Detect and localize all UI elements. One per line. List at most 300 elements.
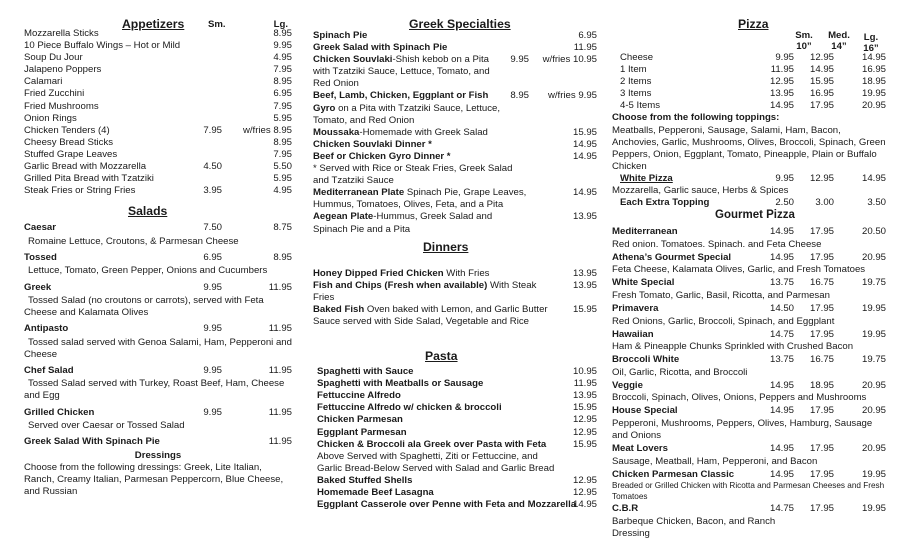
menu-item-row — [24, 52, 292, 64]
menu-item-row — [313, 90, 597, 126]
menu-item-row — [313, 280, 597, 304]
item-description: Oven baked with Lemon, and Garlic Butter Sauce served with Side Salad, Vegetable and Rice — [313, 303, 548, 327]
price-small: 9.95 — [510, 54, 529, 66]
item-description: Red onion. Tomatoes. Spinach. and Feta Cheese — [612, 238, 822, 250]
item-name: Onion Rings — [24, 112, 77, 124]
price-small: 9.95 — [775, 52, 794, 63]
extra-topping-price-sm: 2.50 — [775, 197, 794, 209]
menu-item-row — [313, 439, 597, 451]
price-large: 4.95 — [273, 52, 292, 64]
item-name: C.B.R — [612, 503, 639, 515]
dressings-text: Choose from the following dressings: Greek, Lite Italian, Ranch, Creamy Italian, Parmesan Peppercorn, Blue Cheese, and Russian — [24, 461, 284, 497]
item-text — [313, 211, 528, 235]
item-description: Oil, Garlic, Ricotta, and Broccoli — [612, 366, 748, 378]
appetizers-lg-header: Lg. — [273, 19, 288, 30]
menu-item-row — [24, 250, 292, 266]
greek-title: Greek Specialties — [409, 17, 511, 31]
menu-item-row — [24, 280, 292, 296]
price: 15.95 — [572, 438, 597, 450]
price-large: 7.95 — [273, 100, 292, 112]
item-description: Romaine Lettuce, Croutons, & Parmesan Cheese — [28, 235, 239, 247]
item-name: Beef or Chicken Gyro Dinner * — [313, 150, 451, 162]
price-large: 11.95 — [268, 436, 292, 448]
price-small: 14.50 — [769, 303, 794, 314]
pizza-size-med-inch: 14” — [831, 41, 847, 52]
item-description: -Hummus, Greek Salad and Spinach Pie and a Pita — [313, 211, 493, 235]
item-description: Breaded or Grilled Chicken with Ricotta and Parmesan Cheeses and Fresh Tomatoes — [612, 481, 885, 501]
price-large: 14.95 — [572, 138, 597, 150]
price-large: 14.95 — [861, 52, 886, 63]
price-large: 4.95 — [273, 185, 292, 197]
item-name: Chicken & Broccoli ala Greek over Pasta with Feta — [317, 438, 547, 450]
price-small: 14.95 — [769, 443, 794, 455]
price-large: 19.95 — [861, 503, 886, 515]
item-description: Pepperoni, Mushrooms, Peppers, Olives, Hamburg, Sausage and Onions — [612, 417, 873, 441]
price-large: 7.95 — [273, 148, 292, 160]
item-description: Sausage, Meatball, Ham, Pepperoni, and Bacon — [612, 455, 818, 467]
menu-item-row — [620, 76, 886, 88]
item-description: Fresh Tomato, Garlic, Basil, Ricotta, and Parmesan — [612, 289, 830, 301]
menu-item-row — [24, 113, 292, 125]
price-large: 20.95 — [861, 443, 886, 455]
price-medium: 16.75 — [809, 277, 834, 289]
item-text — [313, 90, 503, 126]
gourmet-header — [612, 209, 886, 225]
item-name: Fried Zucchini — [24, 88, 85, 100]
extra-topping-price-med: 3.00 — [815, 197, 834, 209]
item-description: Tossed Salad (no croutons or carrots), served with Feta Cheese and Kalamata Olives — [24, 295, 264, 319]
item-name: Chef Salad — [24, 364, 74, 376]
menu-item-row — [24, 185, 292, 197]
item-text — [313, 54, 503, 90]
price-medium: 17.95 — [809, 503, 834, 515]
white-pizza-price-med: 12.95 — [809, 172, 834, 184]
item-description: Spinach Pie, Grape Leaves, Hummus, Tomatoes, Olives, Feta, and a Pita — [313, 187, 527, 211]
dressings-title: Dressings — [134, 449, 182, 461]
price: 14.95 — [572, 499, 597, 511]
price-large: 11.95 — [268, 406, 292, 418]
price-large: w/fries 8.95 — [242, 124, 292, 136]
price-large: 6.95 — [273, 88, 292, 100]
price-small: 14.95 — [769, 100, 794, 112]
toppings-title: Choose from the following toppings: — [612, 112, 780, 124]
menu-item-row — [313, 151, 597, 163]
extra-topping-price-lg: 3.50 — [867, 197, 886, 209]
price-large: 20.95 — [861, 379, 886, 391]
menu-item-row — [612, 379, 886, 393]
item-text — [313, 304, 553, 328]
price: 12.95 — [572, 426, 597, 438]
price-large: 19.95 — [861, 303, 886, 314]
item-description: Red Onions, Garlic, Broccoli, Spinach, and Eggplant — [612, 315, 835, 327]
item-name: Spinach Pie — [313, 30, 368, 41]
gourmet-title: Gourmet Pizza — [715, 209, 795, 222]
item-name: Garlic Bread with Mozzarella — [24, 161, 147, 173]
pizza-size-lg — [850, 32, 892, 54]
price-small: 9.95 — [203, 364, 222, 376]
menu-item-row — [612, 404, 886, 418]
white-pizza-name: White Pizza — [620, 172, 673, 184]
item-text — [313, 163, 528, 187]
price: 12.95 — [572, 487, 597, 498]
price-large: w/fries 10.95 — [542, 54, 597, 66]
item-description: * Served with Rice or Steak Fries, Greek Salad and Tzatziki Sauce — [313, 163, 513, 187]
pasta-header — [313, 328, 597, 366]
item-name: Soup Du Jour — [24, 52, 83, 64]
menu-item-row — [612, 442, 886, 456]
item-name: Chicken Tenders (4) — [24, 124, 110, 136]
price-large: 20.95 — [861, 251, 886, 263]
menu-item-row — [24, 220, 292, 236]
item-name: House Special — [612, 405, 678, 417]
pizza-header — [612, 0, 886, 52]
price-medium: 18.95 — [809, 379, 834, 391]
price-medium: 17.95 — [809, 303, 834, 314]
menu-item-row — [313, 366, 597, 378]
price: 13.95 — [572, 279, 597, 291]
pizza-size-sm-inch: 10” — [796, 41, 812, 52]
price-small: 14.75 — [769, 503, 794, 515]
gourmet-list — [612, 225, 886, 540]
item-description: -Shish kebob on a Pita with Tzatziki Sauce, Lettuce, Tomato, and Red Onion — [313, 54, 490, 90]
item-name: Eggplant Casserole over Penne with Feta and Mozzarella — [317, 499, 577, 511]
price-small: 13.95 — [769, 88, 794, 100]
item-name: Tossed — [24, 251, 57, 263]
item-name: Fettuccine Alfredo — [317, 390, 401, 402]
item-name: Mozzarella Sticks — [24, 28, 99, 39]
price: 11.95 — [573, 378, 597, 390]
menu-item-row — [313, 414, 597, 426]
item-name: Honey Dipped Fried Chicken — [313, 267, 444, 279]
menu-item-row — [24, 125, 292, 137]
item-name: Moussaka — [313, 126, 360, 138]
menu-item-row — [24, 137, 292, 149]
menu-item-row — [24, 64, 292, 76]
menu-item-row — [313, 54, 597, 90]
price-small: 7.95 — [203, 124, 222, 136]
price-medium: 17.95 — [809, 251, 834, 263]
price-small: 13.75 — [769, 277, 794, 289]
menu-item-row — [620, 64, 886, 76]
item-name: 3 Items — [620, 88, 652, 100]
price-large: 13.95 — [572, 211, 597, 223]
item-name: Spaghetti with Meatballs or Sausage — [317, 378, 484, 390]
menu-item-row — [24, 40, 292, 52]
price-small: 14.95 — [769, 379, 794, 391]
item-name: Greek — [24, 281, 52, 293]
pasta-list — [313, 366, 597, 511]
item-name: Chicken Parmesan Classic — [612, 468, 735, 480]
price-small: 14.95 — [769, 468, 794, 480]
item-description: Ham & Pineapple Chunks Sprinkled with Crushed Bacon — [612, 341, 854, 353]
item-description: With Fries — [443, 267, 490, 279]
item-name: Fettuccine Alfredo w/ chicken & broccoli — [317, 402, 502, 414]
price-small: 14.75 — [769, 328, 794, 340]
item-name: Homemade Beef Lasagna — [317, 487, 434, 498]
price-large: 11.95 — [268, 323, 292, 335]
menu-item-row — [620, 88, 886, 100]
pasta-note-text: Above Served with Spaghetti, Ziti or Fettuccine, and Garlic Bread-Below Served with Salad and Garlic Bread — [317, 450, 555, 474]
extra-topping-name: Each Extra Topping — [620, 197, 710, 209]
item-name: Mediterranean Plate — [313, 187, 405, 199]
menu-item-row — [313, 268, 597, 280]
menu-item-row — [313, 402, 597, 414]
price-medium: 17.95 — [809, 100, 834, 112]
dinners-list — [313, 268, 597, 328]
menu-item-row — [24, 363, 292, 379]
menu-item-row — [612, 328, 886, 342]
price-small: 13.75 — [769, 354, 794, 366]
salads-list — [24, 220, 292, 449]
price-large: 5.50 — [273, 161, 292, 173]
price: 15.95 — [572, 303, 597, 315]
price-large: 8.95 — [273, 136, 292, 148]
price-medium: 17.95 — [809, 226, 834, 238]
item-description: Broccoli, Spinach, Olives, Onions, Peppers and Mushrooms — [612, 392, 867, 404]
price: 13.95 — [572, 267, 597, 279]
menu-item-row — [612, 502, 886, 516]
item-name: Baked Fish — [313, 303, 365, 315]
price-large: 5.95 — [273, 173, 292, 185]
item-name: Primavera — [612, 303, 659, 314]
left-column — [24, 0, 292, 498]
pasta-title: Pasta — [425, 349, 458, 364]
price-medium: 17.95 — [809, 405, 834, 417]
item-description: Lettuce, Tomato, Green Pepper, Onions and Cucumbers — [28, 265, 268, 277]
price-large: 9.95 — [273, 40, 292, 52]
price-large: 14.95 — [572, 187, 597, 199]
item-description: Barbeque Chicken, Bacon, and Ranch Dressing — [612, 515, 776, 539]
item-name: Grilled Chicken — [24, 406, 95, 418]
item-description: With Steak Fries — [313, 279, 537, 303]
menu-item-row — [313, 304, 597, 328]
menu-item-row — [313, 139, 597, 151]
item-name: Aegean Plate — [313, 211, 374, 223]
menu-item-row — [24, 101, 292, 113]
extra-topping-row — [612, 197, 886, 209]
price-small: 6.95 — [203, 251, 222, 263]
menu-item-row — [313, 42, 597, 54]
price-large: 20.95 — [861, 100, 886, 112]
menu-item-row — [313, 475, 597, 487]
menu-item-row — [612, 468, 886, 482]
price-large: 8.95 — [273, 251, 292, 263]
price-medium: 16.95 — [809, 88, 834, 100]
menu-item-row — [313, 211, 597, 235]
price-large: 6.95 — [578, 30, 597, 41]
menu-item-row — [24, 161, 292, 173]
appetizers-sm-header: Sm. — [208, 19, 226, 30]
pizza-size-lg-label: Lg. — [863, 32, 879, 43]
price-large: 19.75 — [861, 277, 886, 289]
price-large: 19.95 — [861, 468, 886, 480]
menu-item-row — [313, 30, 597, 42]
price-large: 11.95 — [268, 364, 292, 376]
price-small: 9.95 — [203, 323, 222, 335]
price-large: 19.95 — [861, 328, 886, 340]
item-text — [313, 127, 528, 139]
menu-item-row — [24, 149, 292, 161]
item-text — [313, 280, 553, 304]
pasta-note — [313, 451, 557, 475]
white-pizza-price-lg: 14.95 — [861, 172, 886, 184]
appetizers-title: Appetizers — [122, 17, 185, 31]
pizza-size-lg-inch: 16” — [863, 43, 879, 54]
price: 12.95 — [572, 414, 597, 426]
item-text — [313, 187, 528, 211]
item-name: Greek Salad With Spinach Pie — [24, 436, 160, 448]
salads-title: Salads — [128, 204, 168, 219]
item-name: Veggie — [612, 379, 643, 391]
item-name: Broccoli White — [612, 354, 680, 366]
menu-item-row — [24, 321, 292, 337]
item-name: Chicken Souvlaki — [313, 54, 393, 66]
price-small: 8.95 — [510, 90, 529, 102]
price-medium: 15.95 — [809, 76, 834, 88]
item-name: Spaghetti with Sauce — [317, 366, 414, 378]
greek-header — [313, 0, 597, 30]
item-name: Meat Lovers — [612, 443, 668, 455]
price-large: 5.95 — [273, 112, 292, 124]
greek-list — [313, 30, 597, 236]
item-name: White Special — [612, 277, 675, 289]
price-medium: 16.75 — [809, 354, 834, 366]
middle-column — [313, 0, 597, 511]
toppings-text: Meatballs, Pepperoni, Sausage, Salami, Ham, Bacon, Anchovies, Garlic, Mushrooms, Olives, Broccoli, Spinach, Green Peppers, Onion, Eggplant, Tomato, Pineapple, Plain or Buffalo Chicken — [612, 124, 886, 172]
price-large: 19.75 — [861, 354, 886, 366]
price-large: 11.95 — [268, 281, 292, 293]
price-small: 14.95 — [769, 405, 794, 417]
price-small: 12.95 — [769, 76, 794, 88]
item-name: Cheesy Bread Sticks — [24, 136, 114, 148]
item-name: Antipasto — [24, 323, 69, 335]
item-description: -Homemade with Greek Salad — [359, 126, 488, 138]
menu-item-row — [24, 434, 292, 450]
price-large: 20.95 — [861, 405, 886, 417]
item-name: Athena’s Gourmet Special — [612, 251, 732, 263]
menu-item-row — [313, 127, 597, 139]
price-medium: 17.95 — [809, 468, 834, 480]
item-name: Hawaiian — [612, 328, 654, 340]
pizza-title: Pizza — [738, 17, 769, 31]
price-small: 9.95 — [203, 281, 222, 293]
white-pizza-desc: Mozzarella, Garlic sauce, Herbs & Spices — [612, 185, 789, 197]
price-small: 14.95 — [769, 226, 794, 238]
price-large: 16.95 — [861, 64, 886, 76]
item-name: 2 Items — [620, 76, 652, 88]
item-name: Grilled Pita Bread with Tzatziki — [24, 173, 154, 185]
menu-item-row — [612, 353, 886, 367]
price-large: 8.95 — [273, 28, 292, 39]
price-large: w/fries 9.95 — [547, 90, 597, 102]
price-large: 14.95 — [572, 150, 597, 162]
menu-item-row — [24, 76, 292, 88]
dinners-header — [313, 236, 597, 268]
appetizers-header — [24, 0, 292, 31]
menu-item-row — [24, 173, 292, 185]
menu-item-row — [313, 163, 597, 187]
menu-item-row — [313, 499, 597, 511]
price-medium: 17.95 — [809, 328, 834, 340]
item-name: Caesar — [24, 222, 57, 234]
white-pizza-price-sm: 9.95 — [775, 172, 794, 184]
price-medium: 14.95 — [809, 64, 834, 76]
item-name: Fried Mushrooms — [24, 100, 99, 112]
price-large: 8.95 — [273, 76, 292, 88]
menu-item-row — [24, 28, 292, 40]
item-name: Cheese — [620, 52, 654, 63]
price-large: 11.95 — [573, 42, 597, 54]
item-name: Beef, Lamb, Chicken, Eggplant or Fish Gyro — [313, 90, 489, 114]
pizza-size-sm-label: Sm. — [795, 30, 813, 41]
item-text — [313, 268, 553, 280]
price: 13.95 — [572, 390, 597, 402]
item-name: 4-5 Items — [620, 100, 660, 112]
item-description: Feta Cheese, Kalamata Olives, Garlic, and Fresh Tomatoes — [612, 264, 866, 276]
price-large: 8.75 — [273, 222, 292, 234]
menu-item-row — [313, 187, 597, 211]
price-large: 18.95 — [861, 76, 886, 88]
price-small: 11.95 — [770, 64, 794, 76]
menu-item-row — [24, 405, 292, 421]
price-small: 3.95 — [203, 185, 222, 197]
price: 10.95 — [572, 366, 597, 378]
menu-item-row — [313, 390, 597, 402]
price-medium: 12.95 — [809, 52, 834, 63]
item-description: Tossed salad served with Genoa Salami, Ham, Pepperoni and Cheese — [24, 336, 292, 360]
price: 15.95 — [572, 402, 597, 414]
price-large: 19.95 — [861, 88, 886, 100]
menu-item-row — [620, 100, 886, 112]
menu-item-row — [612, 302, 886, 316]
item-name: Mediterranean — [612, 226, 678, 238]
item-text — [313, 30, 528, 42]
item-name: Stuffed Grape Leaves — [24, 148, 118, 160]
menu-item-row — [313, 427, 597, 439]
right-column — [612, 0, 886, 540]
price-small: 7.50 — [203, 222, 222, 234]
price-large: 15.95 — [572, 126, 597, 138]
item-text — [313, 139, 528, 151]
price: 12.95 — [572, 474, 597, 486]
menu-item-row — [620, 52, 886, 64]
price-small: 14.95 — [769, 251, 794, 263]
item-name: Jalapeno Poppers — [24, 64, 102, 76]
item-description: Served over Caesar or Tossed Salad — [28, 420, 185, 432]
price-medium: 17.95 — [809, 443, 834, 455]
item-name: Chicken Souvlaki Dinner * — [313, 138, 432, 150]
item-name: 1 Item — [620, 64, 647, 76]
menu-item-row — [24, 88, 292, 100]
item-name: Greek Salad with Spinach Pie — [313, 42, 448, 54]
item-text — [313, 151, 528, 163]
price-small: 9.95 — [203, 406, 222, 418]
price-small: 4.50 — [203, 161, 222, 173]
item-name: Baked Stuffed Shells — [317, 474, 413, 486]
item-name: 10 Piece Buffalo Wings – Hot or Mild — [24, 40, 181, 52]
appetizers-list — [24, 28, 292, 197]
item-description: Tossed Salad served with Turkey, Roast Beef, Ham, Cheese and Egg — [24, 378, 285, 402]
item-name: Chicken Parmesan — [317, 414, 403, 426]
pizza-size-med-label: Med. — [828, 30, 850, 41]
menu-item-row — [612, 276, 886, 290]
item-description: on a Pita with Tzatziki Sauce, Lettuce, Tomato, and Red Onion — [313, 102, 501, 126]
price-large: 20.50 — [861, 226, 886, 238]
item-name: Fish and Chips (Fresh when available) — [313, 279, 488, 291]
white-pizza-row — [612, 173, 886, 185]
menu-item-row — [313, 487, 597, 499]
item-name: Steak Fries or String Fries — [24, 185, 136, 197]
